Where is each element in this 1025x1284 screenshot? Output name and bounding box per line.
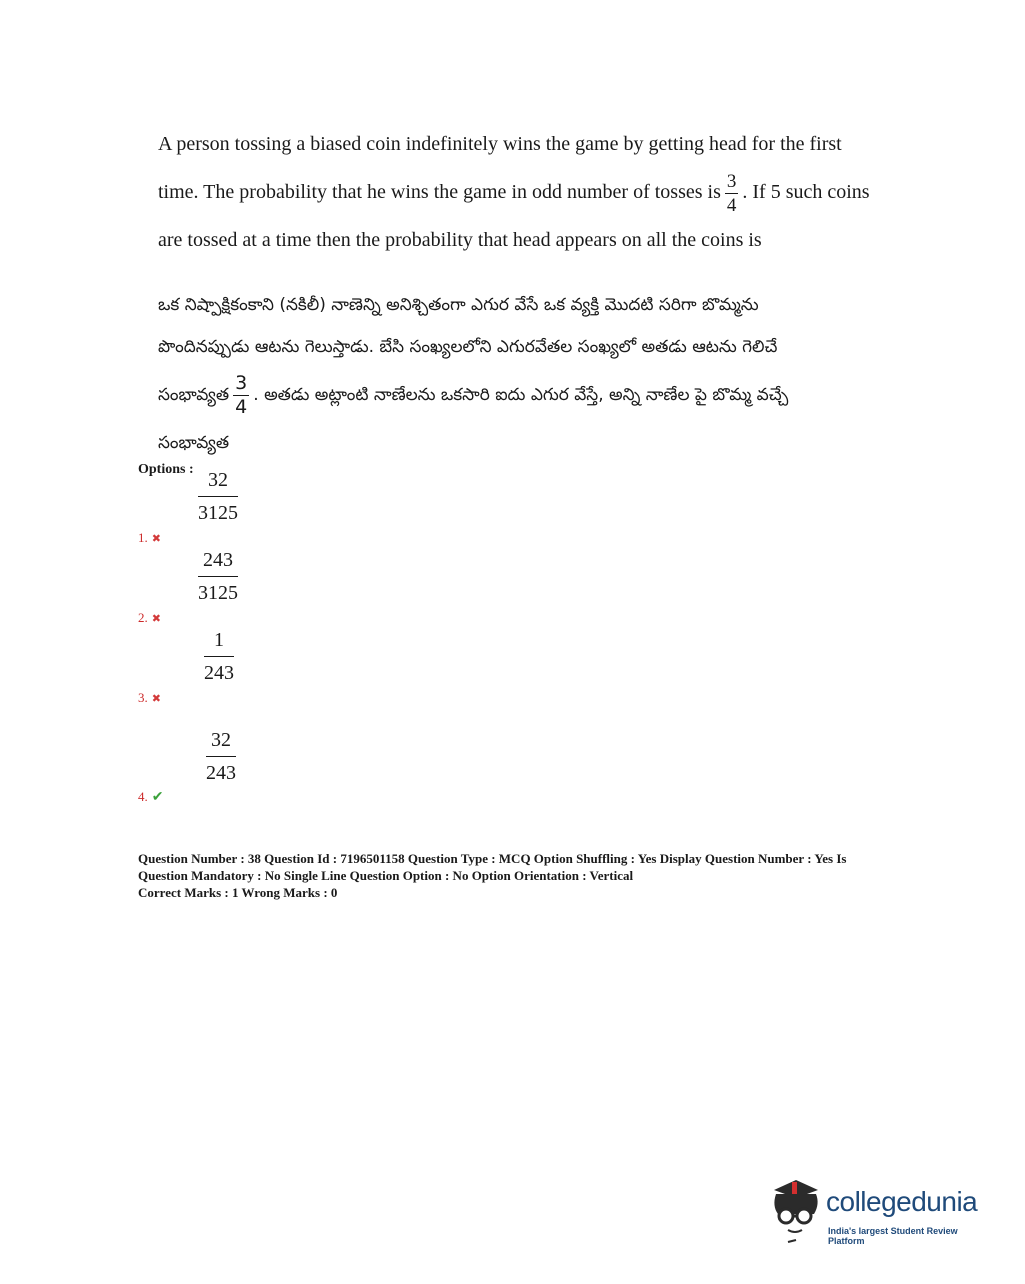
question-te-line-3 <box>158 368 883 422</box>
question-te-line-3-tail: . అతడు అట్లాంటి నాణేలను ఒకసారి ఐదు ఎగుర వేస్తే, అన్ని నాణేల పై బొమ్మ వచ్చే <box>253 385 789 405</box>
fraction-three-quarters-te <box>233 371 249 418</box>
option-4-denominator: 243 <box>206 762 236 784</box>
question-te-line-3-text: సంభావ్యత <box>158 385 230 405</box>
question-te-line-2: పొందినప్పుడు ఆటను గెలుస్తాడు. బేసి సంఖ్యలలోని ఎగురవేతల సంఖ్యలో అతడు ఆటను గెలిచే <box>158 337 778 357</box>
option-2-fraction <box>198 546 238 603</box>
question-en-line-1: A person tossing a biased coin indefinitely wins the game by getting head for the first <box>158 133 842 155</box>
question-meta <box>138 850 918 901</box>
question-en-line-3: are tossed at a time then the probability that head appears on all the coins is <box>158 229 762 251</box>
option-1-number: 1. <box>138 530 148 545</box>
option-1-numerator: 32 <box>198 466 238 497</box>
question-te-line-4: సంభావ్యత <box>158 433 230 453</box>
option-1-denominator: 3125 <box>198 502 238 524</box>
option-4-number: 4. <box>138 789 148 804</box>
brand-tagline: India's largest Student Review Platform <box>828 1226 958 1246</box>
collegedunia-logo <box>766 1176 996 1246</box>
meta-line-3: Correct Marks : 1 Wrong Marks : 0 <box>138 885 338 900</box>
question-telugu <box>158 284 883 464</box>
option-3-numerator: 1 <box>204 626 234 657</box>
option-2[interactable] <box>138 546 338 626</box>
question-en-line-2-tail: . If 5 such coins <box>742 181 870 203</box>
option-4-fraction <box>206 726 236 783</box>
fraction-denominator: 4 <box>726 194 737 216</box>
student-mascot-icon <box>766 1176 826 1246</box>
option-3-label <box>138 690 161 706</box>
question-en-line-2-text: time. The probability that he wins the game in odd number of tosses is <box>158 181 721 203</box>
option-3-number: 3. <box>138 690 148 705</box>
option-1-fraction <box>198 466 238 523</box>
option-3[interactable] <box>138 626 338 706</box>
cross-icon: ✖ <box>151 613 161 625</box>
fraction-three-quarters <box>725 172 739 215</box>
fraction-numerator: 3 <box>726 170 737 192</box>
option-1[interactable] <box>138 466 338 546</box>
option-2-number: 2. <box>138 610 148 625</box>
option-4-label <box>138 789 163 806</box>
brand-name: collegedunia <box>826 1186 978 1217</box>
question-en-line-2 <box>158 168 878 216</box>
meta-line-2: Question Mandatory : No Single Line Question Option : No Option Orientation : Vertical <box>138 868 634 883</box>
question-english <box>158 120 878 264</box>
fraction-numerator: 3 <box>235 371 248 394</box>
cross-icon: ✖ <box>151 693 161 705</box>
check-icon: ✔ <box>151 790 164 805</box>
question-te-line-1: ఒక నిష్పాక్షికంకాని (నకిలీ) నాణెన్ని అనిశ్చితంగా ఎగుర వేసే ఒక వ్యక్తి మొదటి సరిగా బొమ్మను <box>158 295 759 315</box>
fraction-denominator: 4 <box>235 395 248 418</box>
meta-line-1: Question Number : 38 Question Id : 7196501158 Question Type : MCQ Option Shuffling : Yes Display Question Number : Yes Is <box>138 851 847 866</box>
cross-icon: ✖ <box>151 533 161 545</box>
option-3-denominator: 243 <box>204 662 234 684</box>
option-2-numerator: 243 <box>198 546 238 577</box>
option-4-numerator: 32 <box>206 726 236 757</box>
option-3-fraction <box>204 626 234 683</box>
option-2-label <box>138 610 161 626</box>
option-1-label <box>138 530 161 546</box>
options-label: Options : <box>138 462 194 477</box>
option-2-denominator: 3125 <box>198 582 238 604</box>
option-4[interactable] <box>138 726 338 806</box>
